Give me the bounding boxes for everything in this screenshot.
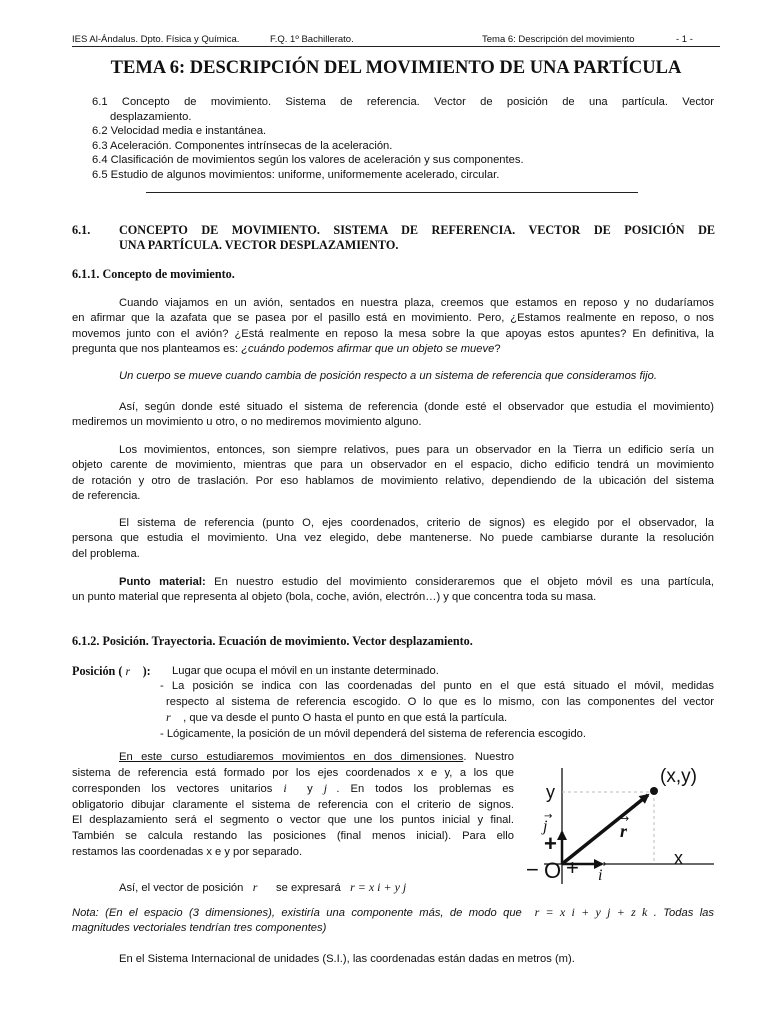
p1-line4 [72,342,714,357]
p1-line1: Cuando viajamos en un avión, sentados en nuestra plaza, creemos que estamos en reposo y no dudaríamos [119,297,714,309]
section-6-1-number: 6.1. [72,223,91,237]
p7-line1-end: . Nuestro [463,751,515,763]
nota-line1 [72,905,714,921]
paragraph-dos-dimensiones [72,750,514,860]
p5-line1: El sistema de referencia (punto O, ejes coordenados, criterio de signos) es elegido por el observador, la [119,517,714,529]
x-axis-label: x [674,848,683,868]
posicion-description [160,664,714,742]
p1-line4-start: pregunta que nos planteamos es: [72,343,242,356]
i-label: i [598,867,603,884]
header-topic: Tema 6: Descripción del movimiento [482,34,635,45]
punto-material-label: Punto material: [119,576,206,588]
pos-line1: Lugar que ocupa el móvil en un instante determinado. [172,665,439,677]
pos-line5: - Lógicamente, la posición de un móvil dependerá del sistema de referencia escogido. [160,727,586,740]
p5-line3: del problema. [72,547,140,560]
point-xy [650,787,658,795]
p3-line1: Así, según donde esté situado el sistema de referencia (donde esté el observador que estudia el movimiento) [119,401,714,413]
p7-line3-b: y [307,783,313,796]
r-label: r [620,821,628,841]
section-6-1-heading [119,223,715,253]
p1-qmark: ? [494,343,501,356]
p7-line3 [72,781,514,798]
p7-line7: restamos las coordenadas x e y por separado. [72,845,303,858]
j-arrow-mark: → [544,811,553,822]
document-title: TEMA 6: DESCRIPCIÓN DEL MOVIMIENTO DE UNA PARTÍCULA [110,58,682,78]
p7-underlined: En este curso estudiaremos movimientos en dos dimensiones [119,751,464,763]
paragraph-vector-posicion [119,880,539,896]
positive-x-sign: + [566,855,579,880]
nota-text-b: . Todas las [653,907,714,919]
toc-item-6-2: 6.2 Velocidad media e instantánea. [92,125,267,137]
section-6-1-line1: CONCEPTO DE MOVIMIENTO. SISTEMA DE REFERENCIA. VECTOR DE POSICIÓN DE [119,223,715,237]
negative-sign: − [526,857,539,882]
pos-line4-text: , que va desde el punto O hasta el punto en que está la partícula. [180,712,508,725]
header-school: IES Al-Ándalus. Dpto. Física y Química. [72,34,240,45]
point-label: (x,y) [660,766,697,787]
p8-text-a: Así, el vector de posición [119,882,244,894]
toc-item-6-5: 6.5 Estudio de algunos movimientos: uniforme, uniformemente acelerado, circular. [92,168,500,181]
p6-line1 [72,575,714,590]
toc-item-6-1-cont: desplazamiento. [110,110,192,123]
posicion-label [72,664,152,679]
pos-line2: - La posición se indica con las coordenadas del punto en el que está situado el móvil, medidas [160,680,714,693]
p7-line5: El desplazamiento será el segmento o vector que une los puntos inicial y final. [72,814,514,827]
p7-line6: También se calcula restando las posiciones (final menos inicial). Para ello [72,829,514,842]
origin-label: O [544,858,562,883]
i-arrow-mark: → [598,859,607,870]
nota-text-a: Nota: (En el espacio (3 dimensiones), existiría una componente más, de modo que [72,907,522,919]
position-vector-figure [524,760,724,890]
pos-line4 [160,710,714,726]
p1-line3: movemos junto con el avión? ¿Está realmente en reposo la mesa sobre la que apoyas estos apuntes? En definitiva, la [72,327,714,340]
paragraph-3 [72,400,714,431]
p3-line2: mediremos un movimiento u otro, o no mediremos movimiento alguno. [72,416,422,429]
p5-line2: persona que estudia el movimiento. Una vez elegido, debe mantenerse. No puede cambiarse durante la resolución [72,532,714,545]
p4-line4: de referencia. [72,490,141,503]
p7-line3-a: corresponden los vectores unitarios [72,783,273,796]
paragraph-5 [72,516,714,562]
table-of-contents [92,95,714,182]
p4-line1: Los movimientos, entonces, son siempre relativos, pues para un observador en la Tierra un edificio sería un [119,444,714,456]
paragraph-4 [72,443,714,505]
p6-line2: un punto material que representa al objeto (bola, coche, avión, electrón…) y que concentra toda su masa. [72,591,597,604]
p6-line1-text: En nuestro estudio del movimiento consideraremos que el objeto móvil es una partícula, [205,576,714,588]
toc-item-6-1: 6.1 Concepto de movimiento. Sistema de referencia. Vector de posición de una partícula. Vector [92,96,714,108]
p7-line2: sistema de referencia está formado por los ejes coordenados x e y, a los que [72,766,514,779]
p8-text-b: se expresará [276,882,341,894]
subsection-6-1-2-heading: 6.1.2. Posición. Trayectoria. Ecuación de movimiento. Vector desplazamiento. [72,634,473,648]
paragraph-si-units: En el Sistema Internacional de unidades (S.I.), las coordenadas están dadas en metros (m). [119,953,575,965]
paragraph-definition: Un cuerpo se mueve cuando cambia de posición respecto a un sistema de referencia que consideramos fijo. [119,370,657,382]
toc-item-6-4: 6.4 Clasificación de movimientos según los valores de aceleración y sus componentes. [92,154,524,166]
position-vector-equation: r = x i + y j [350,880,407,894]
vector-r-p8: r⃗ [252,880,267,894]
section-6-1-line2: UNA PARTÍCULA. VECTOR DESPLAZAMIENTO. [119,238,399,252]
paragraph-punto-material [72,575,714,606]
r-arrow-mark: → [620,812,630,825]
p4-line3: de rotación y otro de traslación. Por eso hablamos de movimiento relativo, dependiendo de la ubicación del sistema [72,474,714,487]
j-label: j [543,818,548,835]
vector-r-symbol: r⃗ [125,664,140,678]
nota-line2: magnitudes vectoriales tendrían tres componentes) [72,922,327,935]
p7-line3-c: . En todos los problemas es [336,783,515,796]
unit-vector-i: i⃗ [283,781,297,796]
header-course: F.Q. 1º Bachillerato. [270,34,354,45]
unit-vector-j: j⃗ [323,781,337,796]
posicion-label-a: Posición ( [72,664,126,678]
horizontal-divider [146,192,638,193]
vector-r-inline: r⃗ [166,710,181,725]
position-vector-3d-equation: r = x i + y j + z k [534,905,648,919]
p1-line2: en afirmar que la azafata que se pasea por el pasillo está en movimiento. Pero, ¿Estamos realmente en reposo, o nos [72,312,714,325]
position-vector-arrow [562,795,648,864]
p7-line4: obligatorio dibujar claramente el sistema de referencia con el criterio de signos. [72,798,514,811]
header-page-number: - 1 - [676,34,693,45]
paragraph-1 [72,296,714,358]
p1-question: ¿cuándo podemos afirmar que un objeto se mueve [241,343,495,356]
subsection-6-1-1-heading: 6.1.1. Concepto de movimiento. [72,267,235,281]
p4-line2: objeto carente de movimiento, mientras que para un observador en el espacio, dicho edificio tendrá un movimiento [72,459,714,472]
positive-y-sign: + [544,831,557,856]
y-axis-label: y [546,782,555,802]
posicion-label-b: ): [139,664,151,678]
page-header [72,34,720,47]
p7-line1 [72,750,514,766]
pos-line3: respecto al sistema de referencia escogido. O lo que es lo mismo, con las componentes del vector [166,695,714,708]
toc-item-6-3: 6.3 Aceleración. Componentes intrínsecas de la aceleración. [92,139,393,152]
paragraph-nota [72,905,714,937]
